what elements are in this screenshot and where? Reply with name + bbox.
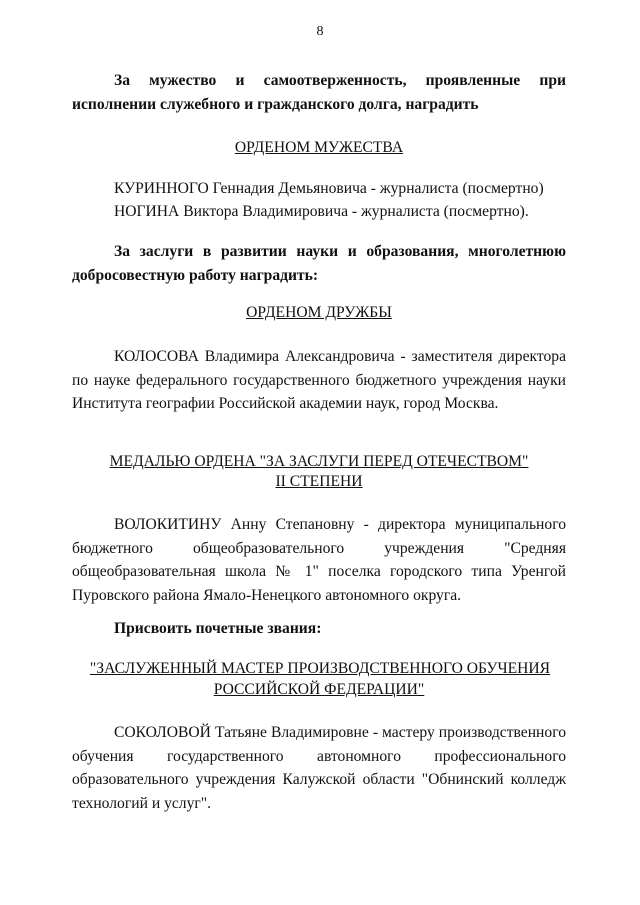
award-intro-courage: За мужество и самоотверженность, проявленные при исполнении служебного и гражданского долга, наградить xyxy=(72,72,566,113)
award-intro-science: За заслуги в развитии науки и образования, многолетнюю добросовестную работу наградить: xyxy=(72,243,566,284)
honorary-titles-intro: Присвоить почетные звания: xyxy=(114,620,322,637)
recipient-kurinnogo: КУРИННОГО Геннадия Демьяновича - журналиста (посмертно) xyxy=(114,180,544,197)
honorary-title-master-line2: РОССИЙСКОЙ ФЕДЕРАЦИИ" xyxy=(213,681,425,698)
recipient-nogina: НОГИНА Виктора Владимировича - журналиста (посмертно). xyxy=(114,203,529,220)
award-title-order-of-friendship: ОРДЕНОМ ДРУЖБЫ xyxy=(246,304,392,321)
page-number: 8 xyxy=(316,24,324,39)
recipient-kolosova: КОЛОСОВА Владимира Александровича - заместителя директора по науке федерального государственного бюджетного учреждения науки Института географии Российской академии наук, город Москва. xyxy=(72,348,566,412)
award-title-order-of-courage: ОРДЕНОМ МУЖЕСТВА xyxy=(234,139,404,156)
honorary-title-master: "ЗАСЛУЖЕННЫЙ МАСТЕР ПРОИЗВОДСТВЕННОГО ОБУЧЕНИЯ xyxy=(89,660,551,677)
award-title-medal-merit: МЕДАЛЬЮ ОРДЕНА "ЗА ЗАСЛУГИ ПЕРЕД ОТЕЧЕСТВОМ" xyxy=(109,453,529,470)
recipient-volokitinu: ВОЛОКИТИНУ Анну Степановну - директора муниципального бюджетного общеобразовательного учреждения "Средняя общеобразовательная школа № 1" поселка городского типа Уренгой Пуровского района Ямало-Ненецкого автономного округа. xyxy=(72,516,566,604)
recipient-sokolovoy: СОКОЛОВОЙ Татьяне Владимировне - мастеру производственного обучения государственного автономного профессионального образовательного учреждения Калужской области "Обнинский колледж технологий и услуг". xyxy=(72,724,566,812)
award-title-medal-merit-degree: II СТЕПЕНИ xyxy=(275,473,363,490)
